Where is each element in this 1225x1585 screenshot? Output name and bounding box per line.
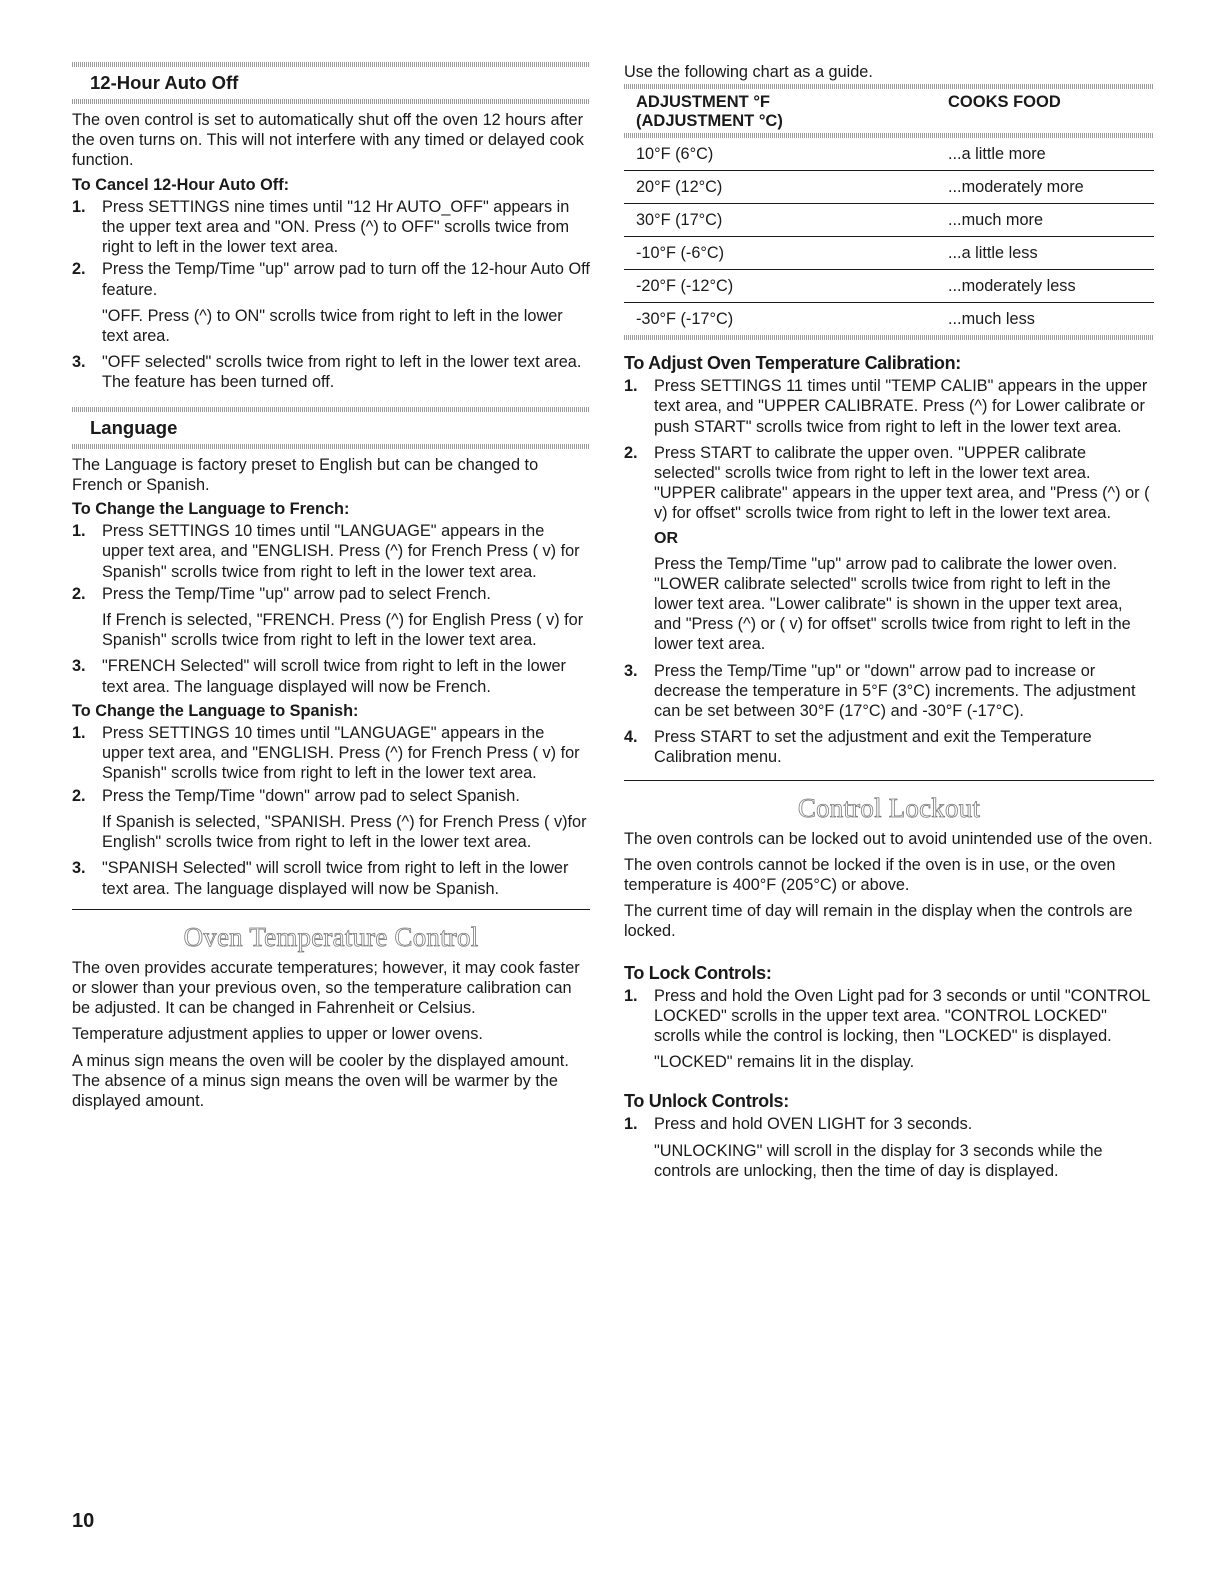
lockout-section — [624, 791, 1154, 1181]
list-item — [72, 723, 590, 784]
list-item — [624, 986, 1154, 1047]
step-text: Press and hold the Oven Light pad for 3 seconds or until "CONTROL LOCKED" scrolls in the upper text area. "CONTROL LOCKED" scrolls while the control is locking, then "LOCKED" is displayed. — [654, 986, 1150, 1046]
table-header-row — [624, 89, 1154, 133]
step-number: 1. — [624, 1115, 638, 1134]
step-text: Press SETTINGS 10 times until "LANGUAGE" appears in the upper text area, and "ENGLISH. Press (^) for French Press ( v) for Spanish" scrolls twice from right to left in the lower text area. — [102, 724, 580, 783]
page-number: 10 — [72, 1510, 95, 1532]
step-note: Press the Temp/Time "up" arrow pad to calibrate the lower oven. "LOWER calibrate selected" scrolls twice from right to left in the lower text area. "Lower calibrate" is shown in the upper text area, and "Press (^) or ( v) for offset" scrolls twice from right to left in the lower text area. — [654, 554, 1131, 654]
language-heading: Language — [90, 416, 178, 438]
step-number: 1. — [72, 724, 86, 743]
table-row — [624, 270, 1154, 303]
header-adjustment-c: (ADJUSTMENT °C) — [636, 112, 783, 131]
auto-off-section — [72, 62, 590, 393]
step-number: 3. — [624, 661, 638, 680]
table-row — [624, 204, 1154, 237]
lockout-paragraph: The oven controls cannot be locked if the oven is in use, or the oven temperature is 400°F (205°C) or above. — [624, 855, 1116, 895]
list-item — [624, 443, 1154, 524]
oven-temp-paragraph: The oven provides accurate temperatures; however, it may cook faster or slower than your previous oven, so the temperature calibration can be adjusted. It can be changed in Fahrenheit or Celsius. — [72, 958, 580, 1018]
french-heading: To Change the Language to French: — [72, 500, 350, 519]
step-text: Press and hold OVEN LIGHT for 3 seconds. — [654, 1115, 973, 1134]
unlock-heading: To Unlock Controls: — [624, 1091, 789, 1112]
list-item — [72, 259, 590, 299]
oven-temp-paragraph: Temperature adjustment applies to upper or lower ovens. — [72, 1025, 483, 1044]
or-label: OR — [654, 529, 678, 547]
list-item — [72, 656, 590, 696]
lockout-paragraph: The oven controls can be locked out to avoid unintended use of the oven. — [624, 829, 1153, 848]
step-text: Press the Temp/Time "up" arrow pad to select French. — [102, 584, 491, 603]
step-number: 2. — [72, 584, 86, 603]
step-text: "OFF selected" scrolls twice from right to left in the lower text area. The feature has been turned off. — [102, 353, 582, 392]
table-cell-cooks: ...a little more — [936, 138, 1154, 171]
oven-temp-paragraph: A minus sign means the oven will be cooler by the displayed amount. The absence of a minus sign means the oven will be warmer by the displayed amount. — [72, 1051, 569, 1110]
step-note: If Spanish is selected, "SPANISH. Press (^) for French Press ( v)for English" scrolls twice from right to left in the lower text area. — [102, 812, 587, 852]
step-text: Press the Temp/Time "up" or "down" arrow pad to increase or decrease the temperature in 5°F (3°C) increments. The adjustment can be set between 30°F (17°C) and -30°F (-17°C). — [654, 661, 1136, 721]
list-item — [624, 376, 1154, 437]
step-note: If French is selected, "FRENCH. Press (^) for English Press ( v) for Spanish" scrolls twice from right to left in the lower text area. — [102, 611, 584, 650]
step-text: Press SETTINGS 10 times until "LANGUAGE" appears in the upper text area, and "ENGLISH. Press (^) for French Press ( v) for Spanish" scrolls twice from right to left in the lower text area. — [102, 522, 580, 581]
step-text: Press SETTINGS 11 times until "TEMP CALIB" appears in the upper text area, and "UPPER CALIBRATE. Press (^) for Lower calibrate or push START" scrolls twice from right to left in the lower text area. — [654, 377, 1148, 436]
list-item — [72, 786, 590, 806]
table-header-cooks-food: COOKS FOOD — [948, 93, 1061, 112]
language-section — [72, 407, 590, 899]
step-number: 2. — [72, 786, 86, 805]
chart-intro: Use the following chart as a guide. — [624, 63, 873, 81]
calibration-chart — [624, 62, 1154, 340]
hatch-rule — [72, 407, 590, 412]
list-item — [72, 352, 590, 392]
table-cell-adjustment: 30°F (17°C) — [624, 204, 936, 237]
list-item — [624, 661, 1154, 722]
table-cell-cooks: ...much less — [948, 310, 1035, 329]
calibration-table — [624, 89, 1154, 133]
step-note: "OFF. Press (^) to ON" scrolls twice from right to left in the lower text area. — [102, 306, 563, 346]
table-cell-adjustment: 20°F (12°C) — [624, 171, 936, 204]
table-row — [624, 237, 1154, 270]
section-divider — [624, 780, 1154, 781]
table-cell-adjustment: -10°F (-6°C) — [624, 237, 936, 270]
list-item — [72, 584, 590, 604]
table-row — [624, 138, 1154, 171]
step-text: "FRENCH Selected" will scroll twice from right to left in the lower text area. The language displayed will now be French. — [102, 657, 566, 696]
hatch-rule — [72, 99, 590, 104]
language-intro: The Language is factory preset to English but can be changed to French or Spanish. — [72, 455, 539, 494]
list-item — [72, 521, 590, 582]
step-text: Press START to calibrate the upper oven. "UPPER calibrate selected" scrolls twice from right to left in the lower text area. "UPPER calibrate" appears in the upper text area, and "Press (^) or ( v) for offset" scrolls twice from right to left in the lower text area. — [654, 443, 1150, 523]
calibration-heading: To Adjust Oven Temperature Calibration: — [624, 353, 962, 374]
step-text: Press the Temp/Time "down" arrow pad to select Spanish. — [102, 786, 520, 805]
table-cell-cooks: ...moderately less — [936, 270, 1154, 303]
step-text: Press the Temp/Time "up" arrow pad to turn off the 12-hour Auto Off feature. — [102, 260, 590, 299]
step-number: 3. — [72, 859, 86, 878]
header-adjustment-f: ADJUSTMENT °F — [636, 93, 771, 112]
table-cell-adjustment: 10°F (6°C) — [624, 138, 936, 171]
step-text: Press SETTINGS nine times until "12 Hr AUTO_OFF" appears in the upper text area and "ON. Press (^) to OFF" scrolls twice from right to left in the lower text area. — [102, 197, 570, 257]
lockout-title: Control Lockout — [797, 792, 981, 823]
step-number: 2. — [72, 260, 86, 279]
table-row — [624, 171, 1154, 204]
oven-temp-section — [72, 920, 590, 1111]
step-number: 4. — [624, 728, 638, 747]
step-number: 3. — [72, 353, 86, 372]
list-item — [624, 1114, 1154, 1134]
list-item — [624, 727, 1154, 767]
calibration-table-body — [624, 138, 1154, 335]
list-item — [72, 858, 590, 898]
table-header-adjustment — [624, 89, 936, 133]
section-divider — [72, 909, 590, 910]
step-number: 1. — [624, 377, 638, 396]
step-number: 3. — [72, 657, 86, 676]
left-column — [72, 62, 590, 1111]
step-number: 2. — [624, 443, 638, 462]
step-text: "SPANISH Selected" will scroll twice from right to left in the lower text area. The language displayed will now be Spanish. — [102, 859, 569, 898]
table-cell-cooks: ...a little less — [936, 237, 1154, 270]
spanish-heading: To Change the Language to Spanish: — [72, 701, 359, 720]
lock-heading: To Lock Controls: — [624, 962, 772, 983]
step-number: 1. — [72, 522, 86, 541]
step-note: "UNLOCKING" will scroll in the display for 3 seconds while the controls are unlocking, then the time of day is displayed. — [654, 1141, 1103, 1180]
table-cell-adjustment: -20°F (-12°C) — [624, 270, 936, 303]
list-item — [72, 197, 590, 258]
right-column — [624, 62, 1154, 1181]
calibration-section — [624, 352, 1154, 767]
hatch-rule — [72, 444, 590, 449]
table-cell-cooks: ...moderately more — [936, 171, 1154, 204]
auto-off-intro: The oven control is set to automatically shut off the oven 12 hours after the oven turns on. This will not interfere with any timed or delayed cook function. — [72, 111, 584, 170]
auto-off-heading: 12-Hour Auto Off — [90, 72, 239, 93]
lockout-paragraph: The current time of day will remain in the display when the controls are locked. — [624, 902, 1133, 941]
hatch-rule — [72, 62, 590, 67]
table-row — [624, 303, 1154, 336]
step-number: 1. — [624, 986, 638, 1005]
step-text: Press START to set the adjustment and exit the Temperature Calibration menu. — [654, 728, 1092, 767]
step-note: "LOCKED" remains lit in the display. — [654, 1053, 915, 1072]
table-cell-cooks: ...much more — [936, 204, 1154, 237]
table-cell-adjustment: -30°F (-17°C) — [636, 310, 734, 329]
step-number: 1. — [72, 197, 86, 216]
hatch-rule — [624, 335, 1154, 340]
oven-temp-title: Oven Temperature Control — [183, 921, 479, 952]
cancel-auto-off-heading: To Cancel 12-Hour Auto Off: — [72, 175, 290, 194]
